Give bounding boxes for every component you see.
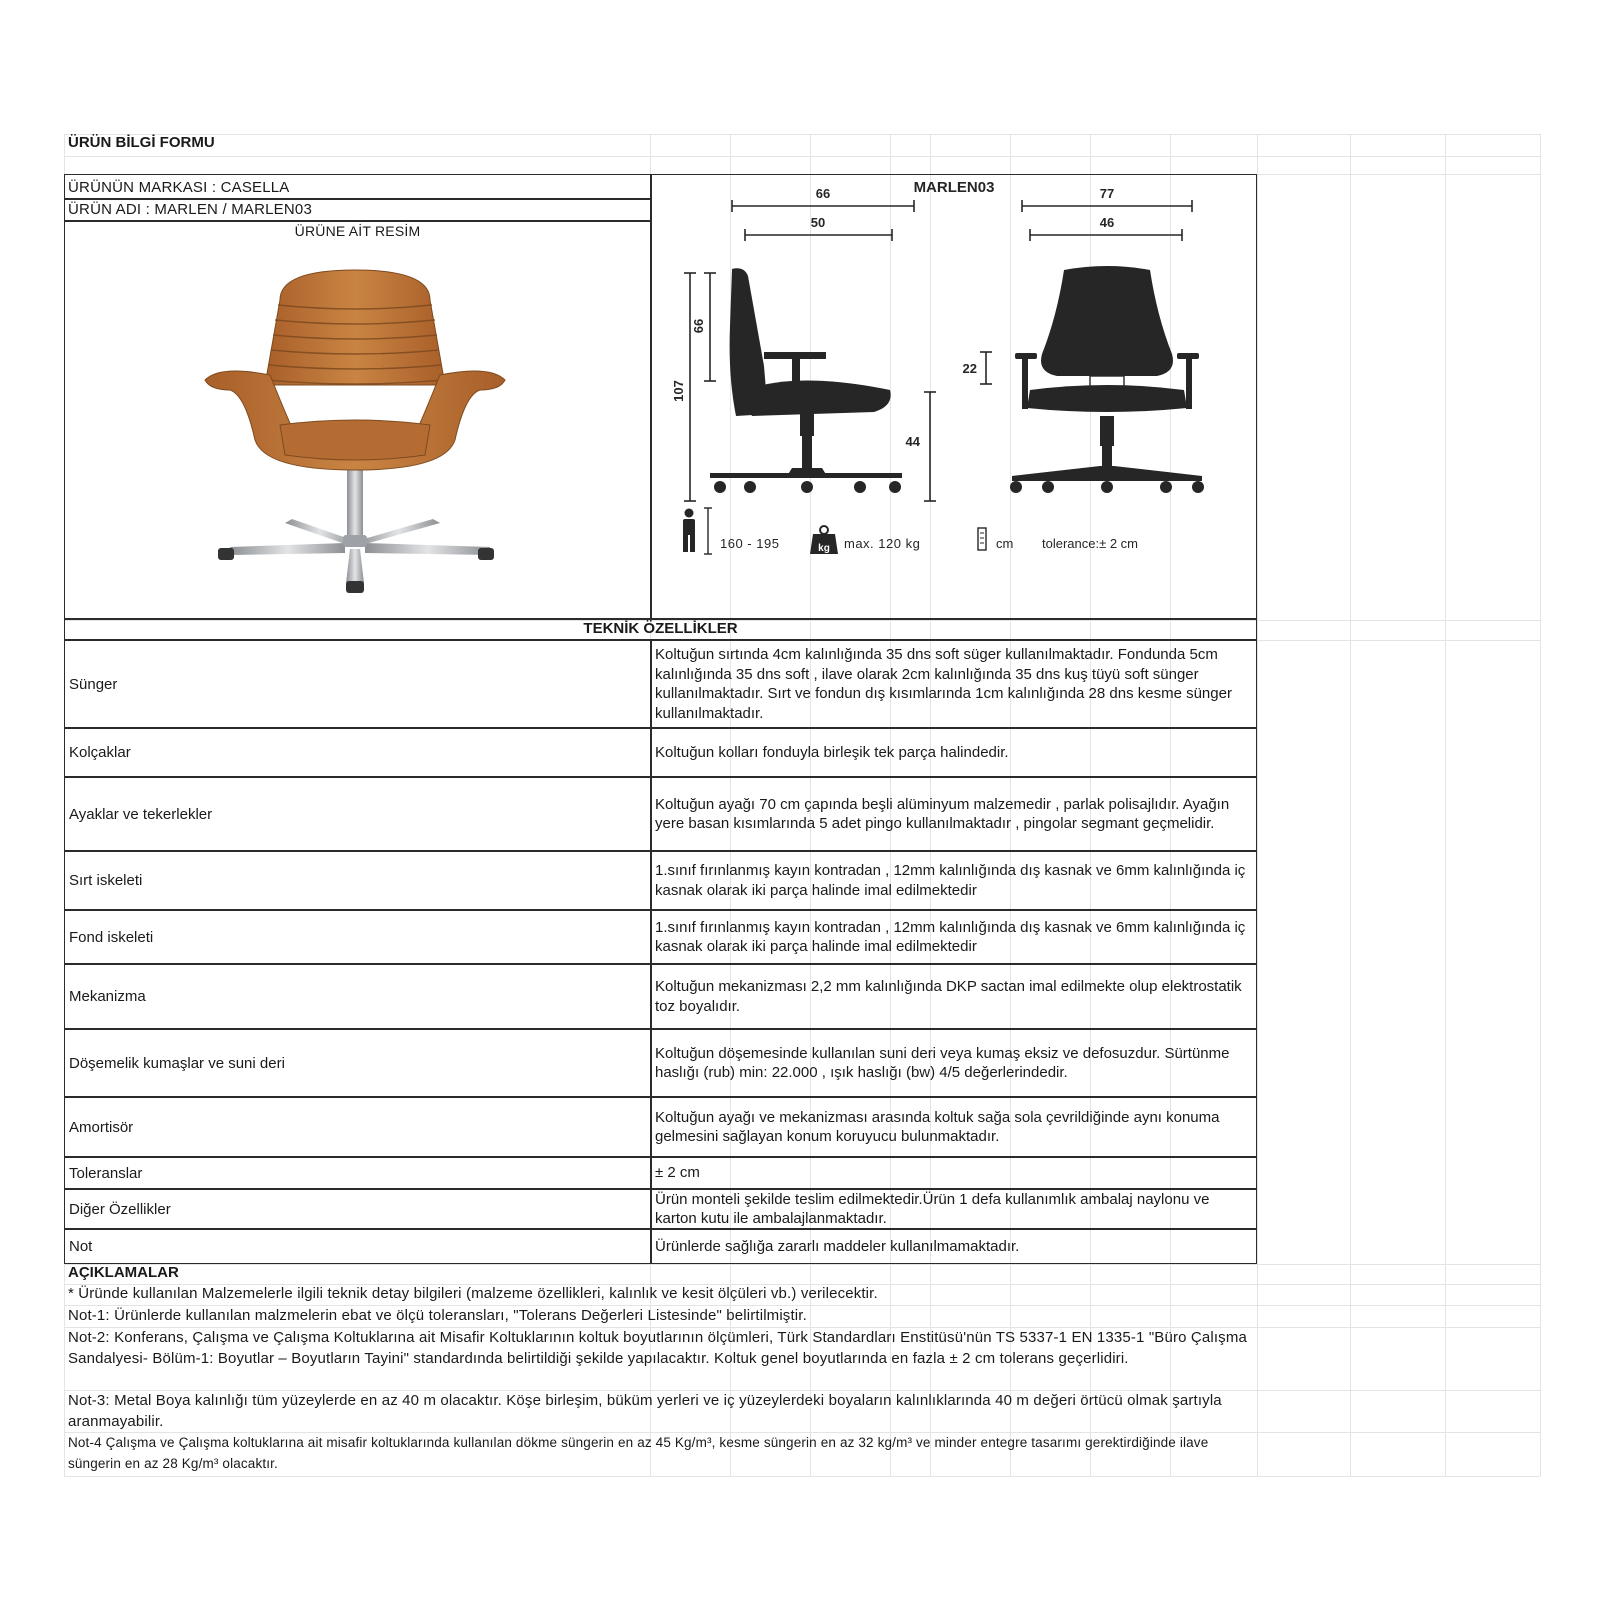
dim-front-seat-width: 46: [1099, 215, 1115, 230]
spec-value: Koltuğun kolları fonduyla birleşik tek parça halindedir.: [650, 728, 1257, 777]
front-left-armpad: [1015, 353, 1037, 359]
spec-label: Sırt iskeleti: [64, 851, 652, 910]
front-left-armpost: [1022, 359, 1028, 409]
spec-value: Koltuğun mekanizması 2,2 mm kalınlığında DKP sactan imal edilmekte olup elektrostatik toz boyalıdır.: [650, 964, 1257, 1029]
spec-value: Koltuğun ayağı ve mekanizması arasında koltuk sağa sola çevrildiğinde aynı konuma gelmesini sağlayan konum koruyucu bulunmaktadır.: [650, 1097, 1257, 1157]
dim-side-overall-width: 66: [815, 186, 831, 201]
spec-label: Not: [64, 1229, 652, 1264]
front-caster-2: [1042, 481, 1054, 493]
dim-back-height: 66: [691, 318, 706, 334]
ruler-icon: [978, 528, 986, 550]
tolerance-label: tolerance:± 2 cm: [1042, 536, 1139, 551]
spec-value: 1.sınıf fırınlanmış kayın kontradan , 12mm kalınlığında dış kasnak ve 6mm kalınlığında iç kasnak olarak iki parça halinde imal edilmektedir: [650, 851, 1257, 910]
side-caster-1: [714, 481, 726, 493]
front-mechanism: [1100, 416, 1114, 446]
specs-header: TEKNİK ÖZELLİKLER: [64, 618, 1257, 640]
unit-label: cm: [996, 536, 1014, 551]
chair-column: [347, 470, 363, 545]
dim-arm-height: 22: [962, 361, 977, 376]
spec-label: Ayaklar ve tekerlekler: [64, 777, 652, 851]
technical-drawing: [652, 176, 1255, 618]
product-photo: [200, 265, 510, 595]
note-1: Not-1: Ürünlerde kullanılan malzmelerin ebat ve ölçü toleransları, "Tolerans Değerleri Listesinde" belirtilmiştir.: [68, 1307, 807, 1324]
person-icon: [683, 509, 695, 553]
front-right-armpad: [1177, 353, 1199, 359]
chair-seat-cushion: [280, 420, 430, 460]
side-mechanism: [800, 414, 814, 436]
side-caster-3: [801, 481, 813, 493]
spec-label: Sünger: [64, 640, 652, 728]
spec-label: Kolçaklar: [64, 728, 652, 777]
spec-label: Amortisör: [64, 1097, 652, 1157]
spec-label: Toleranslar: [64, 1157, 652, 1189]
brand-line: ÜRÜNÜN MARKASI : CASELLA: [68, 179, 290, 196]
side-caster-2: [744, 481, 756, 493]
person-height-bracket: [704, 508, 712, 554]
chair-photo-illustration: [200, 265, 510, 595]
glide-right: [478, 548, 494, 560]
note-4: Not-4 Çalışma ve Çalışma koltuklarına ait misafir koltuklarında kullanılan dökme süngerin en az 45 Kg/m³, kesme süngerin en az 32 kg/m³ ve minder entegre tasarımı gerektirdiğinde ilave süngerin en az 28 Kg/m³ olacaktır.: [68, 1435, 1209, 1471]
chair-base-arm-back-right: [357, 519, 440, 545]
dim-seat-height: 44: [905, 434, 920, 449]
note-star: * Üründe kullanılan Malzemelerle ilgili teknik detay bilgileri (malzeme özellikleri, kalınlık ve kesit ölçüleri vb.) verilecektir.: [68, 1285, 878, 1302]
spec-value: ± 2 cm: [650, 1157, 1257, 1189]
image-caption: ÜRÜNE AİT RESİM: [294, 223, 421, 239]
model-code: MARLEN03: [913, 179, 995, 196]
spec-value: 1.sınıf fırınlanmış kayın kontradan , 12mm kalınlığında dış kasnak ve 6mm kalınlığında iç kasnak olarak iki parça halinde imal edilmektedir: [650, 910, 1257, 964]
chair-front-view: [1010, 266, 1204, 493]
kg-badge: kg: [818, 543, 830, 554]
dim-front-overall-width: 77: [1099, 186, 1115, 201]
notes-header: AÇIKLAMALAR: [68, 1264, 179, 1281]
front-right-armpost: [1186, 359, 1192, 409]
spec-value: Koltuğun ayağı 70 cm çapında beşli alüminyum malzemedir , parlak polisajlıdır. Ayağın yere basan kısımlarında 5 adet pingo kullanılmaktadır , pingolar segmant geçmelidir.: [650, 777, 1257, 851]
dim-side-seat-width: 50: [810, 215, 826, 230]
side-base: [710, 473, 902, 478]
front-base: [1012, 466, 1202, 481]
side-caster-4: [854, 481, 866, 493]
spec-value: Ürünlerde sağlığa zararlı maddeler kullanılmamaktadır.: [650, 1229, 1257, 1264]
side-column: [802, 434, 812, 472]
dimension-drawing: [652, 176, 1255, 618]
front-caster-3: [1101, 481, 1113, 493]
side-caster-5: [889, 481, 901, 493]
dim-total-height: 107: [671, 380, 686, 402]
chair-backrest: [265, 270, 445, 385]
front-caster-4: [1160, 481, 1172, 493]
max-load: max. 120 kg: [844, 536, 921, 551]
spec-value: Koltuğun sırtında 4cm kalınlığında 35 dns soft süger kullanılmaktadır. Fondunda 5cm kalınlığında 35 dns soft , ilave olarak 2cm kalınlığında 35 dns kuş tüyü soft sünger kullanılmaktadır. Sırt ve fondun dış kısımlarında 1cm kalınlığında 28 dns kesme sünger kullanılmaktadır.: [650, 640, 1257, 728]
chair-hub: [343, 535, 367, 547]
glide-front: [346, 581, 364, 593]
chair-side-view: [710, 268, 902, 493]
side-armrest-post: [792, 359, 800, 389]
note-3: Not-3: Metal Boya kalınlığı tüm yüzeylerde en az 40 m olacaktır. Köşe birleşim, büküm yerleri ve iç yüzeylerdeki boyaların kalınlıklarında 40 m değeri örtücü olmak şartıyla aranmayabilir.: [68, 1392, 1222, 1430]
note-2: Not-2: Konferans, Çalışma ve Çalışma Koltuklarına ait Misafir Koltuklarının koltuk boyutlarının ölçümleri, Türk Standardları Enstitüsü'nün TS 5337-1 EN 1335-1 "Büro Çalışma Sandalyesi- Bölüm-1: Boyutlar – Boyutların Tayini" standardında belirtildiği şekilde yapılacaktır. Koltuk genel boyutlarında en fazla ± 2 cm tolerans geçerlidiri.: [68, 1329, 1247, 1367]
spec-label: Döşemelik kumaşlar ve suni deri: [64, 1029, 652, 1097]
user-height-range: 160 - 195: [720, 536, 780, 551]
side-armrest-pad: [764, 352, 826, 359]
side-seat: [748, 380, 891, 416]
glide-left: [218, 548, 234, 560]
spec-label: Fond iskeleti: [64, 910, 652, 964]
chair-base-arm-left: [230, 543, 345, 555]
spec-value: Koltuğun döşemesinde kullanılan suni deri veya kumaş eksiz ve defosuzdur. Sürtünme haslığı (rub) min: 22.000 , ışık haslığı (bw) 4/5 değerlerindedir.: [650, 1029, 1257, 1097]
front-seat: [1027, 385, 1187, 412]
front-backrest: [1041, 266, 1173, 376]
chair-base-arm-right: [365, 543, 490, 555]
chair-base-arm-front: [346, 549, 364, 583]
front-caster-1: [1010, 481, 1022, 493]
spec-value: Ürün monteli şekilde teslim edilmektedir.Ürün 1 defa kullanımlık ambalaj naylonu ve karton kutu ile ambalajlanmaktadır.: [650, 1189, 1257, 1229]
spec-label: Mekanizma: [64, 964, 652, 1029]
spec-label: Diğer Özellikler: [64, 1189, 652, 1229]
front-caster-5: [1192, 481, 1204, 493]
form-title: ÜRÜN BİLGİ FORMU: [68, 134, 215, 151]
product-name-line: ÜRÜN ADI : MARLEN / MARLEN03: [68, 201, 312, 218]
weight-icon: [810, 526, 838, 554]
